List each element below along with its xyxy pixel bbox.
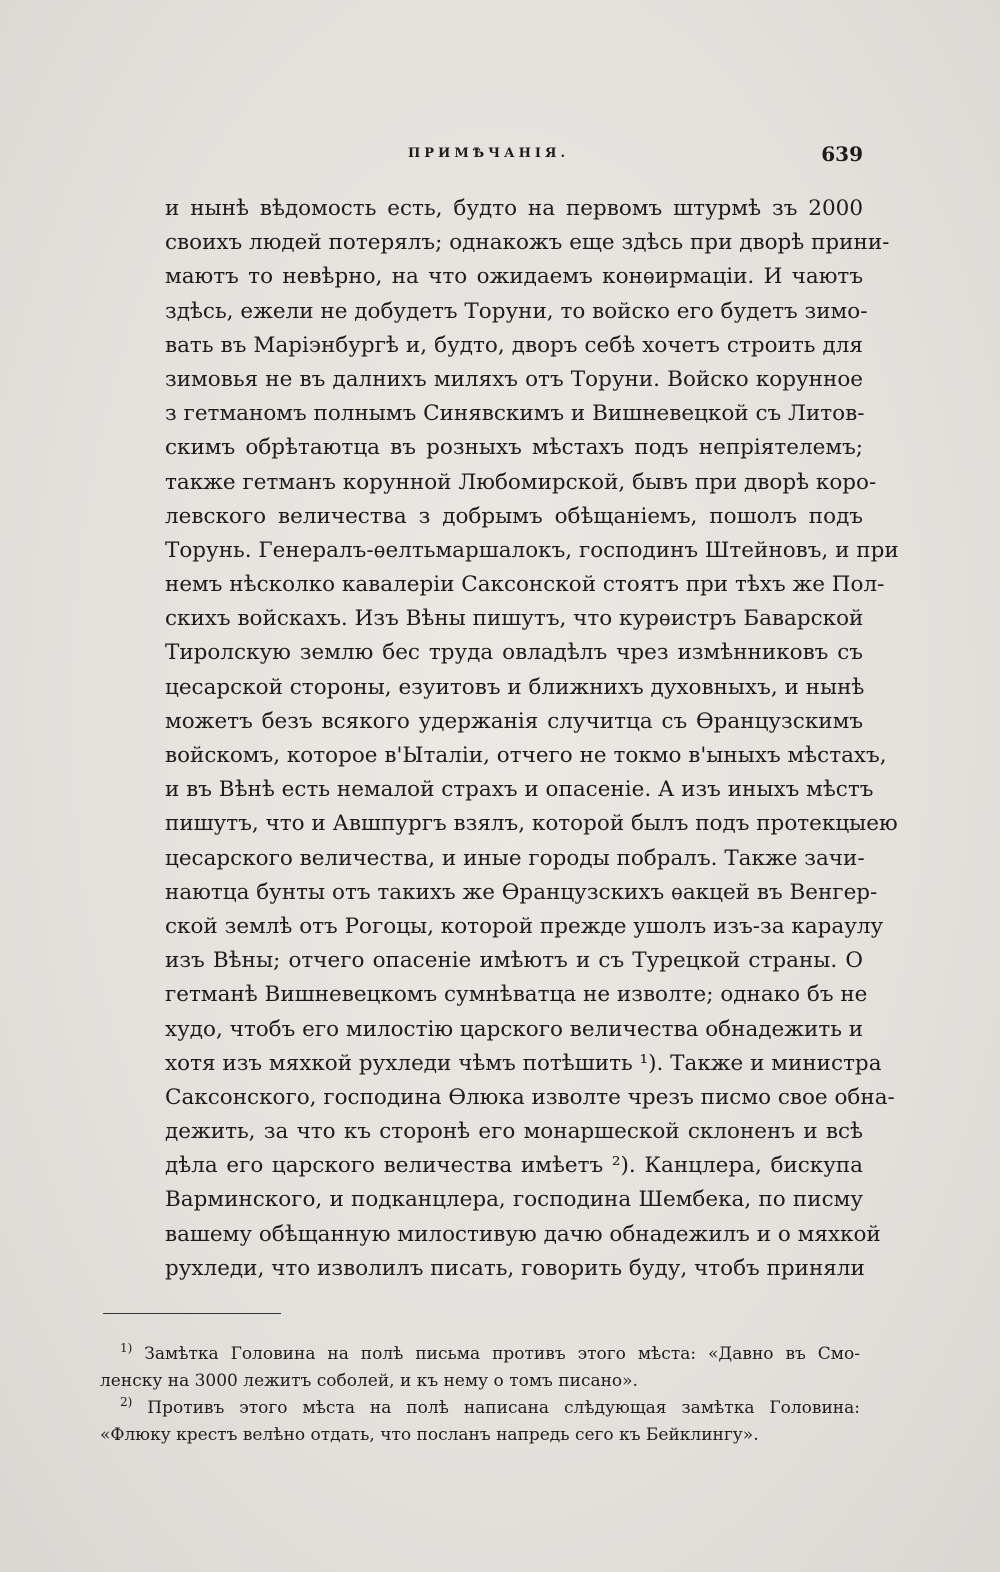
footnote-1-line bbox=[100, 1341, 860, 1368]
text-line: пишутъ, что и Авшпургъ взялъ, которой былъ подъ протекцыею bbox=[165, 811, 898, 837]
footnotes bbox=[100, 1341, 860, 1449]
text-line: Саксонского, господина Ѳлюка изволте чрезъ писмо свое обна- bbox=[165, 1084, 895, 1110]
text-line: здѣсь, ежели не добудетъ Торуни, то войско его будетъ зимо- bbox=[165, 298, 868, 324]
footnote-separator bbox=[103, 1313, 281, 1314]
text-line: Тиролскую землю бес труда овладѣлъ чрез измѣнниковъ съ bbox=[165, 640, 863, 666]
text-line: можетъ безъ всякого удержанія случитца съ Ѳранцузскимъ bbox=[165, 708, 863, 734]
text-line: изъ Вѣны; отчего опасеніе имѣютъ и съ Турецкой страны. О bbox=[165, 948, 863, 974]
footnote-1-text: Замѣтка Головина на полѣ письма противъ этого мѣста: «Давно въ Смо- bbox=[144, 1344, 860, 1364]
text-line: также гетманъ корунной Любомирской, бывъ при дворѣ коро- bbox=[165, 469, 877, 495]
main-text bbox=[165, 192, 899, 1286]
text-line: и въ Вѣнѣ есть немалой страхъ и опасеніе. А изъ иныхъ мѣстъ bbox=[165, 777, 874, 803]
text-line: вашему обѣщанную милостивую дачю обнадежилъ и о мяхкой bbox=[165, 1221, 881, 1247]
text-line: маютъ то невѣрно, на что ожидаемъ конѳирмаціи. И чаютъ bbox=[165, 264, 863, 290]
text-line: войскомъ, которое в'Ыталіи, отчего не токмо в'ыныхъ мѣстахъ, bbox=[165, 743, 887, 768]
text-line: левского величества з добрымъ обѣщаніемъ, пошолъ подъ bbox=[165, 503, 863, 529]
text-line: з гетманомъ полнымъ Синявскимъ и Вишневецкой съ Литов- bbox=[165, 401, 865, 427]
page-number: 639 bbox=[821, 142, 863, 166]
footnote-1-continuation: ленску на 3000 лежитъ соболей, и къ нему о томъ писано». bbox=[100, 1371, 638, 1391]
text-line: дежить, за что къ сторонѣ его монаршеской склоненъ и всѣ bbox=[165, 1119, 863, 1145]
footnote-2-line bbox=[100, 1395, 860, 1422]
footnote-2-marker: 2) bbox=[120, 1395, 133, 1409]
text-line: своихъ людей потерялъ; однакожъ еще здѣсь при дворѣ прини- bbox=[165, 230, 890, 256]
text-line: скихъ войскахъ. Изъ Вѣны пишутъ, что курѳистръ Баварской bbox=[165, 606, 864, 632]
text-line: худо, чтобъ его милостію царского величества обнадежить и bbox=[165, 1016, 864, 1042]
text-line: ской землѣ отъ Рогоцы, которой прежде ушолъ изъ-за караулу bbox=[165, 913, 884, 939]
text-line: вать въ Маріэнбургѣ и, будто, дворъ себѣ хочетъ строить для bbox=[165, 332, 863, 358]
text-line: немъ нѣсколко кавалеріи Саксонской стоятъ при тѣхъ же Пол- bbox=[165, 572, 885, 598]
running-head bbox=[165, 142, 863, 170]
footnote-1-marker: 1) bbox=[120, 1341, 133, 1355]
text-line: цесарской стороны, езуитовъ и ближнихъ духовныхъ, и нынѣ bbox=[165, 674, 865, 700]
text-line: и нынѣ вѣдомость есть, будто на первомъ штурмѣ зъ 2000 bbox=[165, 196, 863, 221]
text-line: Торунь. Генералъ-ѳелтьмаршалокъ, господинъ Штейновъ, и при bbox=[165, 537, 899, 563]
text-line: дѣла его царского величества имѣетъ ²). Канцлера, бискупа bbox=[165, 1153, 863, 1179]
text-line: Варминского, и подканцлера, господина Шембека, по писму bbox=[165, 1187, 863, 1213]
text-line: скимъ обрѣтаютца въ розныхъ мѣстахъ подъ непріятелемъ; bbox=[165, 435, 863, 461]
text-line: зимовья не въ далнихъ миляхъ отъ Торуни. Войско корунное bbox=[165, 366, 863, 392]
footnote-2-continuation: «Флюку крестъ велѣно отдать, что посланъ напредь сего къ Бейклингу». bbox=[100, 1425, 759, 1445]
text-line: рухледи, что изволилъ писать, говорить буду, чтобъ приняли bbox=[165, 1255, 865, 1281]
text-line: цесарского величества, и иные городы побралъ. Также зачи- bbox=[165, 845, 865, 871]
running-title: ПРИМѢЧАНІЯ. bbox=[408, 146, 569, 161]
footnote-2-text: Противъ этого мѣста на полѣ написана слѣдующая замѣтка Головина: bbox=[147, 1398, 860, 1418]
text-line: наютца бунты отъ такихъ же Ѳранцузскихъ ѳакцей въ Венгер- bbox=[165, 879, 878, 905]
text-line: гетманѣ Вишневецкомъ сумнѣватца не изволте; однако бъ не bbox=[165, 982, 868, 1008]
text-line: хотя изъ мяхкой рухледи чѣмъ потѣшить ¹). Также и министра bbox=[165, 1050, 882, 1076]
